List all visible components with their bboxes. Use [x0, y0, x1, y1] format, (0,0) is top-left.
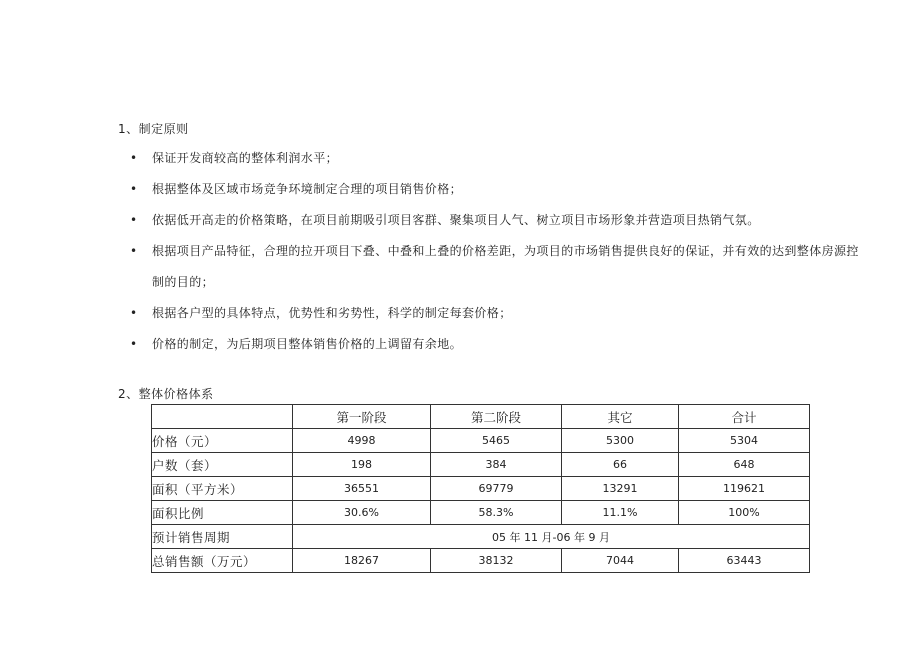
list-item: [130, 236, 870, 298]
table-row: [152, 549, 810, 573]
section2-heading: 2、整体价格体系: [118, 387, 214, 401]
table-cell: 11.1%: [562, 501, 679, 525]
list-item: [130, 143, 870, 174]
table-cell: 5304: [679, 429, 810, 453]
table-cell: 36551: [293, 477, 431, 501]
table-row: [152, 453, 810, 477]
table-cell: 63443: [679, 549, 810, 573]
list-item: [130, 298, 870, 329]
table-header-row: [152, 405, 810, 429]
row-label: 总销售额（万元）: [152, 549, 293, 573]
row-label: 预计销售周期: [152, 525, 293, 549]
row-label: 面积比例: [152, 501, 293, 525]
sales-period-cell: 05 年 11 月-06 年 9 月: [293, 525, 810, 549]
row-label: 价格（元）: [152, 429, 293, 453]
list-item-text: 根据各户型的具体特点，优势性和劣势性，科学的制定每套价格；: [152, 306, 512, 320]
table-cell: 5465: [431, 429, 562, 453]
table-cell: 7044: [562, 549, 679, 573]
list-item-text: 依据低开高走的价格策略，在项目前期吸引项目客群、聚集项目人气、树立项目市场形象并营造项目热销气氛。: [152, 213, 760, 227]
table-cell: 58.3%: [431, 501, 562, 525]
row-label: 户数（套）: [152, 453, 293, 477]
bullet-icon: •: [130, 151, 138, 165]
table-row: [152, 477, 810, 501]
bullet-icon: •: [130, 182, 138, 196]
header-cell: 第一阶段: [293, 405, 431, 429]
list-item-text: 根据整体及区域市场竞争环境制定合理的项目销售价格；: [152, 182, 463, 196]
price-table: [151, 404, 810, 573]
section1-heading: 1、制定原则: [118, 122, 189, 136]
header-cell: 合计: [679, 405, 810, 429]
table-cell: 100%: [679, 501, 810, 525]
bullet-icon: •: [130, 244, 138, 258]
table-cell: 648: [679, 453, 810, 477]
list-item: [130, 329, 870, 360]
header-cell: 第二阶段: [431, 405, 562, 429]
table-row: [152, 429, 810, 453]
header-cell: [152, 405, 293, 429]
table-cell: 38132: [431, 549, 562, 573]
list-item-text: 保证开发商较高的整体利润水平；: [152, 151, 339, 165]
table-row: [152, 525, 810, 549]
principles-list: [130, 143, 870, 360]
table-cell: 4998: [293, 429, 431, 453]
table-cell: 5300: [562, 429, 679, 453]
table-cell: 119621: [679, 477, 810, 501]
table-cell: 198: [293, 453, 431, 477]
table-cell: 13291: [562, 477, 679, 501]
bullet-icon: •: [130, 213, 138, 227]
table-cell: 18267: [293, 549, 431, 573]
list-item: [130, 174, 870, 205]
header-cell: 其它: [562, 405, 679, 429]
table-cell: 69779: [431, 477, 562, 501]
table-row: [152, 501, 810, 525]
table-cell: 384: [431, 453, 562, 477]
list-item-text: 价格的制定，为后期项目整体销售价格的上调留有余地。: [152, 337, 463, 351]
row-label: 面积（平方米）: [152, 477, 293, 501]
table-cell: 30.6%: [293, 501, 431, 525]
bullet-icon: •: [130, 306, 138, 320]
list-item: [130, 205, 870, 236]
list-item-text: 根据项目产品特征，合理的拉开项目下叠、中叠和上叠的价格差距，为项目的市场销售提供良好的保证，并有效的达到整体房源控制的目的；: [152, 244, 859, 289]
bullet-icon: •: [130, 337, 138, 351]
table-cell: 66: [562, 453, 679, 477]
